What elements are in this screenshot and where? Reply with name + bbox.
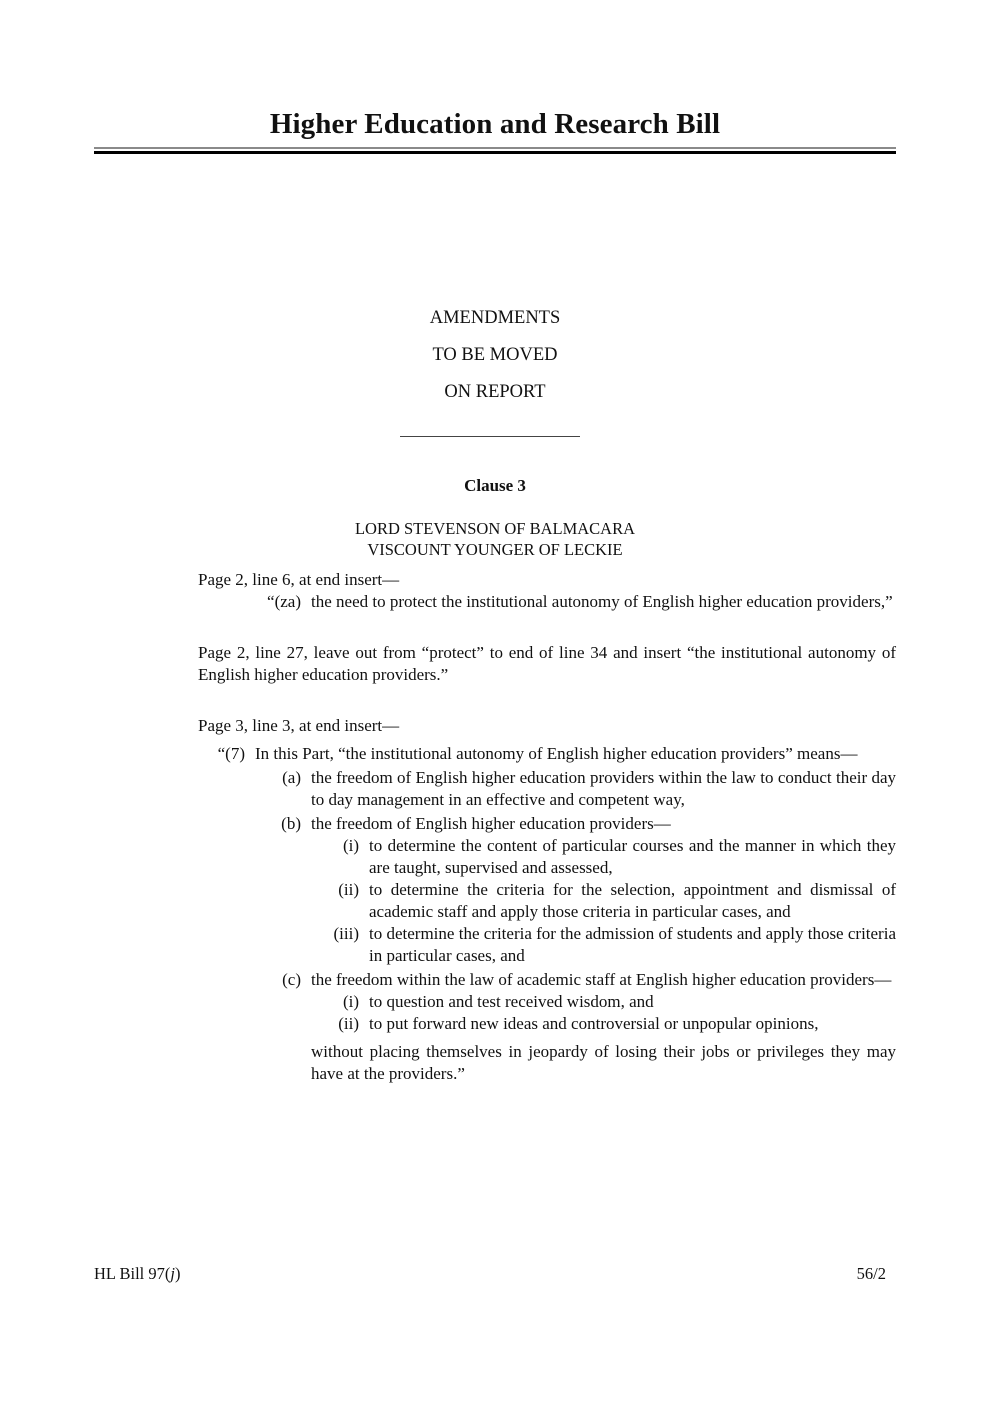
title-rule-thick: [94, 151, 896, 154]
subparagraph-c-i: [198, 991, 896, 1013]
paragraph-number: (a): [282, 768, 301, 787]
subparagraph-number: (i): [342, 836, 359, 855]
subparagraph-number: (i): [342, 992, 359, 1011]
paragraph-text: the need to protect the institutional autonomy of English higher education providers,”: [311, 592, 893, 611]
subparagraph-text: to determine the criteria for the selection, appointment and dismissal of academic staff and apply those criteria in particular cases, and: [369, 880, 896, 921]
paragraph-a: [198, 767, 896, 811]
page-reference: 56/2: [856, 1264, 886, 1283]
heading-line-on-report: ON REPORT: [444, 382, 546, 402]
subsection-text: In this Part, “the institutional autonomy of English higher education providers” means—: [255, 744, 858, 763]
subparagraph-number: (ii): [338, 880, 359, 899]
amendments-heading: [300, 304, 690, 415]
amendment-instruction: Page 3, line 3, at end insert—: [198, 716, 400, 735]
bill-reference: [94, 1263, 180, 1285]
subparagraph-text: to determine the criteria for the admission of students and apply those criteria in particular cases, and: [369, 924, 896, 965]
paragraph-text: the freedom of English higher education providers—: [311, 814, 671, 833]
subparagraph-text: to put forward new ideas and controversial or unpopular opinions,: [369, 1014, 819, 1033]
closing-text: without placing themselves in jeopardy of losing their jobs or privileges they may have at the providers.”: [311, 1042, 896, 1083]
amendment-instruction: Page 2, line 27, leave out from “protect” to end of line 34 and insert “the institutional autonomy of English higher education providers.”: [198, 643, 896, 684]
subparagraph-b-i: [198, 835, 896, 879]
amendment-2: [198, 642, 896, 686]
subparagraph-number: (ii): [338, 1014, 359, 1033]
document-title: Higher Education and Research Bill: [269, 108, 721, 140]
section-divider: [400, 436, 580, 437]
paragraph-c: [198, 969, 896, 991]
sponsor-name: LORD STEVENSON OF BALMACARA: [354, 519, 636, 538]
inserted-subsection-7: [198, 743, 896, 765]
amendments-body: [198, 569, 896, 1085]
inserted-paragraph-za: [198, 591, 896, 613]
subparagraph-b-iii: [198, 923, 896, 967]
paragraph-b: [198, 813, 896, 835]
clause-heading: Clause 3: [464, 476, 526, 495]
bill-ref-suffix: ): [174, 1264, 181, 1283]
amendment-1: [198, 569, 896, 613]
subsection-number: “(7): [217, 744, 245, 763]
title-rule-thin: [94, 147, 896, 149]
subparagraph-text: to question and test received wisdom, and: [369, 992, 654, 1011]
heading-line-amendments: AMENDMENTS: [429, 308, 561, 328]
bill-ref-prefix: HL Bill 97(: [94, 1264, 171, 1283]
sponsors: [300, 518, 690, 560]
bill-ref-italic: j: [170, 1264, 175, 1283]
paragraph-text: the freedom of English higher education providers within the law to conduct their day to day management in an effective and competent way,: [311, 768, 896, 809]
paragraph-number: (b): [281, 814, 301, 833]
paragraph-text: the freedom within the law of academic staff at English higher education providers—: [311, 970, 892, 989]
subparagraph-number: (iii): [333, 924, 359, 943]
subparagraph-c-ii: [198, 1013, 896, 1035]
paragraph-number: “(za): [267, 592, 301, 611]
subparagraph-text: to determine the content of particular courses and the manner in which they are taught, supervised and assessed,: [369, 836, 896, 877]
paragraph-number: (c): [282, 970, 301, 989]
subparagraph-b-ii: [198, 879, 896, 923]
sponsor-name: VISCOUNT YOUNGER OF LECKIE: [367, 540, 623, 559]
amendment-3: [198, 715, 896, 1085]
amendment-instruction: Page 2, line 6, at end insert—: [198, 570, 400, 589]
heading-line-to-be-moved: TO BE MOVED: [432, 345, 558, 365]
